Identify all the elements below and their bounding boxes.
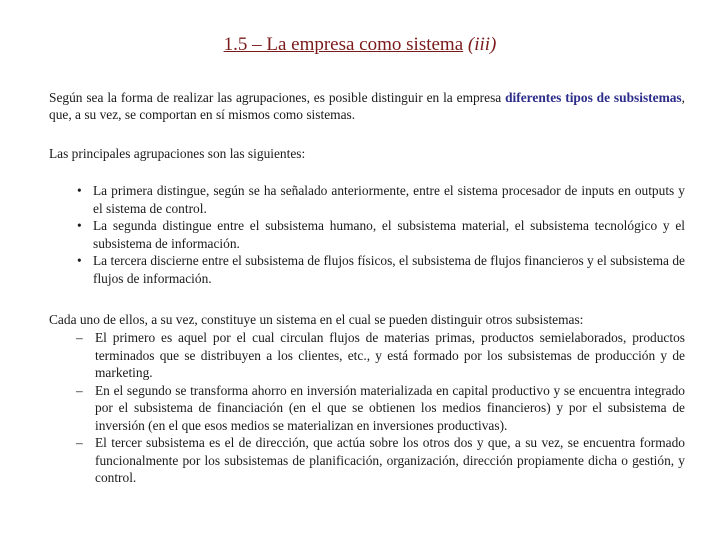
intro-text-after: , que, a su vez, se comportan en sí mismos como sistemas. <box>49 90 685 122</box>
list-item <box>76 382 685 435</box>
intro-text-before: Según sea la forma de realizar las agrupaciones, es posible distinguir en la empresa <box>49 90 506 105</box>
list-item <box>77 252 685 287</box>
list-item-text: La primera distingue, según se ha señalado anteriormente, entre el sistema procesador de inputs en outputs y el sistema de control. <box>93 183 685 216</box>
list-item-text: El primero es aquel por el cual circulan flujos de materias primas, productos semielaborados, productos terminados que se distribuyen a los clientes, etc., y está formado por los subsistemas de producción y de marketing. <box>95 330 685 380</box>
slide-title <box>0 34 720 56</box>
list-item-text: En el segundo se transforma ahorro en inversión materializada en capital productivo y se encuentra integrado por el subsistema de financiación (en el que se obtienen los medios financieros) y por el subsistema de inversión (en el que esos medios se materializan en inversiones productivas). <box>95 382 685 433</box>
slide-title-main: 1.5 – La empresa como sistema <box>223 34 464 55</box>
subsystems-lead: Cada uno de ellos, a su vez, constituye un sistema en el cual se pueden distinguir otros subsistemas: <box>49 312 584 327</box>
groupings-list <box>77 182 685 287</box>
list-item <box>77 182 685 217</box>
intro-highlight: diferentes tipos de subsistemas <box>505 90 682 105</box>
list-item <box>76 329 685 382</box>
subsystems-list <box>76 329 685 487</box>
list-item <box>77 217 685 252</box>
list-item-text: El tercer subsistema es el de dirección, que actúa sobre los otros dos y que, a su vez, se encuentra formado funcionalmente por los subsistemas de planificación, organización, dirección propiamente dicha o gestión, y control. <box>95 435 685 485</box>
groupings-lead: Las principales agrupaciones son las siguientes: <box>49 146 306 161</box>
intro-paragraph <box>49 89 685 123</box>
list-item <box>76 434 685 487</box>
slide-title-sub: (iii) <box>467 34 497 55</box>
dash-marker: – <box>76 330 83 345</box>
bullet-marker: • <box>77 253 82 268</box>
bullet-marker: • <box>77 218 82 233</box>
dash-marker: – <box>76 382 83 398</box>
list-item-text: La segunda distingue entre el subsistema humano, el subsistema material, el subsistema tecnológico y el subsistema de información. <box>93 218 685 251</box>
list-item-text: La tercera discierne entre el subsistema de flujos físicos, el subsistema de flujos financieros y el subsistema de flujos de información. <box>93 253 685 286</box>
dash-marker: – <box>76 435 83 450</box>
bullet-marker: • <box>77 183 82 198</box>
